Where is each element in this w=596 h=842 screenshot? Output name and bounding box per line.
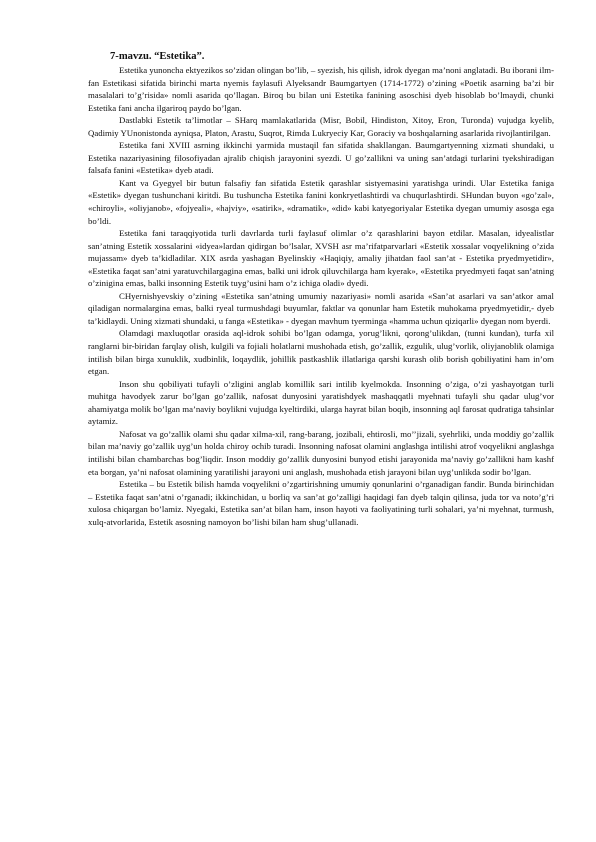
paragraph-1: Estetika yunoncha ektyezikos so’zidan olingan bo’lib, – syezish, his qilish, idrok dyegan ma’noni anglatadi. Bu iborani ilm-fan Estetikasi sifatida birinchi marta nyemis faylasufi Alyeksandr Baumgartyen (1714-1772) o’zining «Poetik asarning ba’zi bir masalalari to’g’risida» nomli asarida qo’llagan. Biroq bu bilan uni Estetika fanining asoschisi dyeb hisoblab bo’lmaydi, chunki Estetika fani ancha ilgariroq paydo bo’lgan.	[88, 65, 554, 113]
paragraph-2: Dastlabki Estetik ta’limotlar – SHarq mamlakatlarida (Misr, Bobil, Hindiston, Xitoy, Eron, Turonda) vujudga kyelib, Qadimiy YUnonistonda ayniqsa, Platon, Arastu, Suqrot, Rimda Lukryeciy Kar, Goraciy va boshqalarning asarlarida rivojlantirilgan.	[88, 115, 554, 138]
paragraph-6: CHyernishyevskiy o’zining «Estetika san’atning umumiy nazariyasi» nomli asarida «San’at asarlari va san’atkor amal qiladigan normalargina emas, balki ryeal turmushdagi buyumlar, faktlar va qonunlar ham Estetik muhokama pryedmyetidir,- dyeb ta’kidlaydi. Uning xizmati shundaki, u fanga «Estetika» - dyegan mavhum tyerminga «hamma uchun qiziqarli» dyegan nom byerdi.	[88, 290, 554, 326]
paragraph-5: Estetika fani taraqqiyotida turli davrlarda turli faylasuf olimlar o’z qarashlarini bayon etdilar. Masalan, idyealistlar san’atning Estetik xossalarini «idyea»lardan qidirgan bo’lsalar, XVSH asr ma’rifatparvarlari «Estetik xossalar voqyelikning o’zida mujassam» dyeb ta’kidladilar. XIX asrda yashagan Byelinskiy «Haqiqiy, amaliy jihatdan faol san’at - Estetika pryedmyetidir», «Estetika faqat san’atni yaratuvchilargagina emas, balki uni idrok qiluvchilarga ham kyerak», «Estetika pryedmyeti faqat san’atning o’zinigina emas, balki insonning Estetik tuyg’usini ham o’z ichiga oladi» dyedi.	[88, 228, 554, 289]
paragraph-9: Nafosat va go’zallik olami shu qadar xilma-xil, rang-barang, jozibali, ehtirosli, mo’’jizali, syehrliki, unda moddiy go’zallik bilan ma’naviy go’zallik uyg’un holda chiroy ochib turadi. Insonning nafosat olamini anglashga intilishi atrof voqyelikni anglashga intilishi bilan chambarchas bog’liqdir. Inson moddiy go’zallik dunyosini bunyod etishi jarayonida ma’naviy go’zallikni ham kashf eta borgan, ya’ni nafosat olamining yaratilishi jarayoni uni anglash, mushohada etish jarayoni bilan uyg’unlikda sodir bo’lgan.	[88, 428, 554, 477]
document-title: 7-mavzu. “Estetika”.	[110, 51, 205, 62]
paragraph-10: Estetika – bu Estetik bilish hamda voqyelikni o’zgartirishning umumiy qonunlarini o’rganadigan fandir. Bunda birinchidan – Estetika faqat san’atni o’rganadi; ikkinchidan, u borliq va san’at go’zalligi haqidagi fan dyeb talqin qilinsa, juda tor va noto’g’ri xulosa chiqargan bo’lamiz. Nyegaki, Estetika san’at bilan ham, inson hayoti va faoliyatining turli sohalari, ya’ni myehnat, turmush, xulq-atvorlarida, Estetik asosning namoyon bo’lishi bilan ham shug’ullanadi.	[88, 479, 554, 527]
paragraph-7: Olamdagi maxluqotlar orasida aql-idrok sohibi bo’lgan odamga, yorug’likni, qorong’ulikdan, (tunni kundan), turfa xil ranglarni bir-biridan farqlay olish, kulgili va fojiali holatlarni mushohada etish, go’zallik, ezgulik, ulug’vorlik, oliyjanoblik olamiga intilish bilan birga xunuklik, xudbinlik, loqaydlik, johillik pastkashlik illatlariga qarshi kurash olib borish qobiliyatini ham in’om etgan.	[88, 328, 554, 377]
document-page	[88, 50, 554, 528]
paragraph-3: Estetika fani XVIII asrning ikkinchi yarmida mustaqil fan sifatida shakllangan. Baumgartyenning xizmati shundaki, u Estetika nazariyasining filosofiyadan ajralib chiqish jarayonini syezdi. U go’zallikni va uning san’atdagi turlarini tyekshiradigan falsafa fanini «Estetika» dyeb atadi.	[88, 140, 554, 176]
paragraph-8: Inson shu qobiliyati tufayli o’zligini anglab komillik sari intilib kyelmokda. Insonning o’ziga, o’zi yashayotgan turli muhitga havodyek zarur bo’lgan go’zallik, nafosat dunyosini yaratishdyek mashaqqatli myehnati tufayli shu qadar ulug’vor ahamiyatga molik bo’lgan ma’naviy boylikni vujudga kyeltirdiki, ularga hayrat bilan boqib, insonning aql farosat qudratiga tahsinlar aytamiz.	[88, 378, 554, 427]
paragraph-4: Kant va Gyegyel bir butun falsafiy fan sifatida Estetik qarashlar sistyemasini yaratishga urindi. Ular Estetika faniga «Estetik» dyegan tushunchani kiritdi. Bu tushuncha Estetika fanini konkryetlashtirdi va chuqurlashtirdi. SHundan buyon «go’zal», «chiroyli», «oliyjanob», «fojyeali», «hajviy», «satirik», «dramatik», «did» kabi katyegoriyalar Estetika dyegan umumiy asosga ega bo’ldi.	[88, 177, 554, 226]
